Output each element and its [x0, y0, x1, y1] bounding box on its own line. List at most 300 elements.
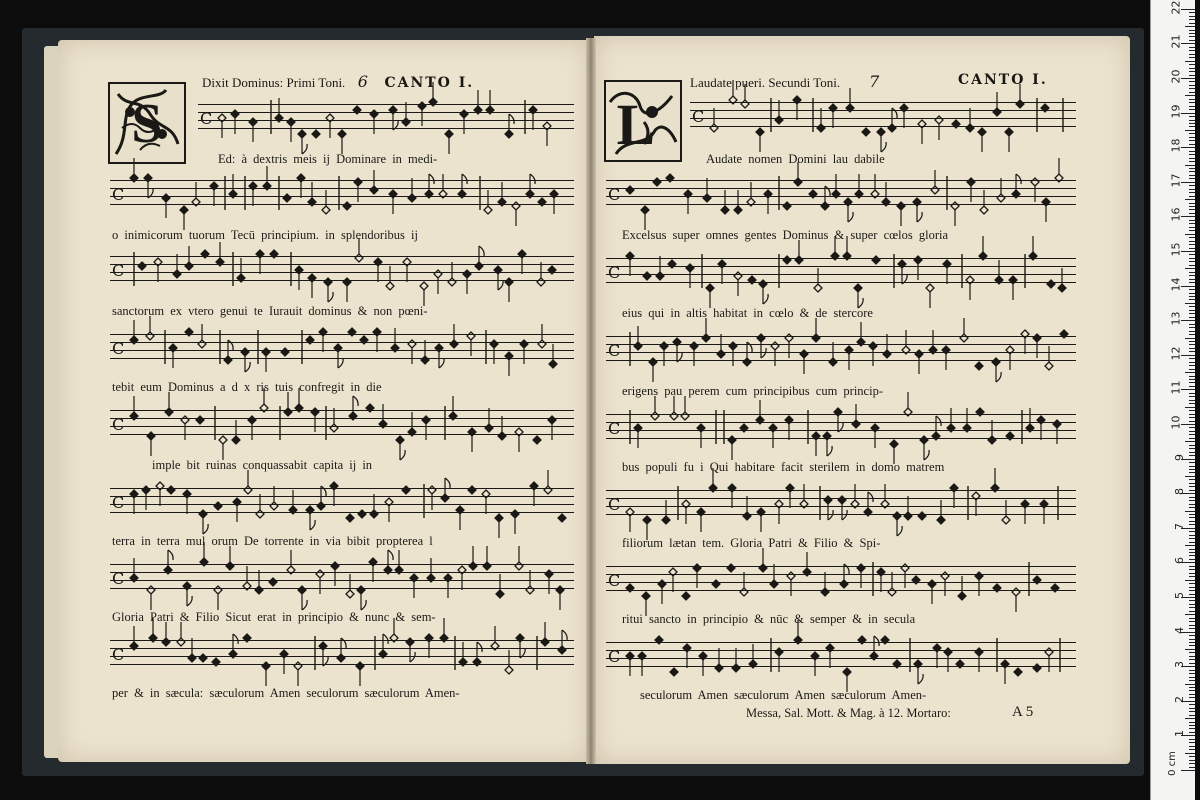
ruler-tick — [1189, 310, 1195, 311]
ruler-tick — [1189, 486, 1195, 487]
note-head — [634, 342, 642, 350]
note-head — [634, 424, 642, 432]
note-head — [845, 346, 853, 354]
ruler-tick — [1189, 431, 1195, 432]
note-head — [420, 282, 428, 290]
note-head — [1045, 362, 1053, 370]
ruler-tick — [1185, 234, 1195, 235]
right-lyric-3: eius qui in altis habitat in cœlo & de stercore — [622, 306, 873, 320]
initial-s-glyph: S — [131, 93, 163, 155]
note-head — [997, 194, 1005, 202]
note-head — [1001, 660, 1009, 668]
clef-sign: C — [112, 415, 125, 434]
ruler-tick — [1189, 33, 1195, 34]
ruler-tick — [1189, 275, 1195, 276]
note-head — [450, 340, 458, 348]
clef-sign: C — [608, 263, 621, 282]
note-head — [914, 256, 922, 264]
note-head — [718, 260, 726, 268]
note-head — [897, 202, 905, 210]
note-head — [749, 660, 757, 668]
note-head — [800, 350, 808, 358]
ruler-label: 16 — [1169, 207, 1183, 222]
note-flag — [562, 630, 567, 640]
clef-sign: C — [112, 339, 125, 358]
note-head — [699, 652, 707, 660]
left-staff-1 — [198, 100, 574, 134]
note-head — [794, 636, 802, 644]
note-head — [391, 344, 399, 352]
ruler-label: 17 — [1169, 173, 1183, 188]
note-head — [966, 124, 974, 132]
note-head — [529, 106, 537, 114]
note-head — [881, 500, 889, 508]
ruler-tick — [1189, 576, 1195, 577]
note-head — [138, 262, 146, 270]
note-head — [308, 198, 316, 206]
note-head — [1045, 648, 1053, 656]
note-head — [469, 562, 477, 570]
ruler-tick — [1185, 95, 1195, 96]
note-flag — [228, 340, 233, 350]
ruler-tick — [1189, 555, 1195, 556]
note-head — [185, 328, 193, 336]
note-head — [468, 486, 476, 494]
note-head — [199, 510, 207, 518]
note-head — [165, 408, 173, 416]
note-head — [354, 178, 362, 186]
note-head — [950, 484, 958, 492]
note-head — [495, 514, 503, 522]
ruler-tick — [1189, 258, 1195, 259]
ruler-tick — [1189, 452, 1195, 453]
note-head — [1006, 432, 1014, 440]
note-head — [173, 270, 181, 278]
note-head — [146, 332, 154, 340]
note-head — [185, 262, 193, 270]
ruler-tick — [1189, 209, 1195, 210]
note-head — [379, 650, 387, 658]
note-head — [728, 436, 736, 444]
ruler-label: 5 — [1173, 592, 1186, 599]
note-head — [732, 664, 740, 672]
note-head — [980, 206, 988, 214]
clef-sign: C — [112, 261, 125, 280]
clef-sign: C — [608, 185, 621, 204]
note-head — [441, 494, 449, 502]
ruler-tick — [1189, 75, 1195, 76]
note-head — [1033, 576, 1041, 584]
note-head — [668, 260, 676, 268]
note-head — [717, 350, 725, 358]
note-head — [355, 254, 363, 262]
note-head — [322, 206, 330, 214]
ruler-tick — [1189, 293, 1195, 294]
note-flag — [828, 510, 833, 520]
ruler-tick — [1189, 656, 1195, 657]
note-head — [882, 198, 890, 206]
ruler-tick — [1189, 92, 1195, 93]
ruler-label: 4 — [1173, 626, 1186, 634]
note-head — [541, 638, 549, 646]
note-head — [769, 424, 777, 432]
note-head — [1058, 284, 1066, 292]
right-lyric-6: filiorum lætan tem. Gloria Patri & Filio & Spi- — [622, 536, 881, 550]
note-head — [1002, 516, 1010, 524]
ruler-tick — [1189, 611, 1195, 612]
left-staff-3 — [110, 252, 574, 286]
note-head — [389, 106, 397, 114]
ruler-tick — [1189, 151, 1195, 152]
clef-sign: C — [200, 109, 213, 128]
note-head — [943, 260, 951, 268]
note-head — [857, 338, 865, 346]
note-head — [379, 420, 387, 428]
right-lyric-4: erigens pau perem cum principibus cum princip- — [622, 384, 883, 398]
note-head — [832, 190, 840, 198]
ruler-tick — [1189, 514, 1195, 515]
note-head — [294, 662, 302, 670]
ruler-tick — [1189, 756, 1195, 757]
note-head — [199, 654, 207, 662]
ruler-tick — [1189, 296, 1195, 297]
ruler-tick — [1189, 306, 1195, 307]
ruler-tick — [1189, 272, 1195, 273]
ruler-tick — [1189, 241, 1195, 242]
ruler-tick — [1185, 718, 1195, 719]
note-head — [854, 284, 862, 292]
note-flag — [761, 348, 766, 358]
note-head — [978, 128, 986, 136]
ruler-tick — [1189, 628, 1195, 629]
note-head — [330, 482, 338, 490]
note-head — [872, 256, 880, 264]
note-head — [756, 416, 764, 424]
ruler-label: 11 — [1169, 380, 1183, 395]
clef-sign: C — [608, 647, 621, 666]
right-staff-4 — [606, 332, 1076, 366]
note-head — [823, 432, 831, 440]
ruler-tick — [1189, 607, 1195, 608]
ruler-tick — [1189, 725, 1195, 726]
note-head — [298, 586, 306, 594]
ruler-label: 12 — [1169, 346, 1183, 361]
note-head — [702, 334, 710, 342]
note-head — [712, 580, 720, 588]
ruler-tick — [1189, 244, 1195, 245]
note-flag — [677, 352, 682, 362]
note-head — [287, 118, 295, 126]
right-footer-note: Messa, Sal. Mott. & Mag. à 12. Mortaro: — [746, 706, 951, 720]
ruler-tick — [1189, 71, 1195, 72]
note-flag — [341, 638, 346, 648]
note-head — [877, 128, 885, 136]
note-head — [130, 490, 138, 498]
note-head — [972, 492, 980, 500]
note-head — [829, 358, 837, 366]
note-head — [358, 510, 366, 518]
note-head — [1005, 128, 1013, 136]
note-head — [196, 416, 204, 424]
note-head — [275, 114, 283, 122]
note-head — [142, 486, 150, 494]
ruler-tick — [1181, 43, 1195, 44]
ruler-tick — [1189, 362, 1195, 363]
note-head — [979, 252, 987, 260]
note-flag — [827, 446, 832, 456]
note-head — [408, 428, 416, 436]
note-head — [468, 428, 476, 436]
note-head — [1040, 500, 1048, 508]
note-flag — [530, 174, 535, 184]
ruler-label: 13 — [1169, 311, 1183, 326]
note-flag — [393, 120, 398, 130]
note-head — [219, 436, 227, 444]
note-head — [626, 508, 634, 516]
note-head — [741, 100, 749, 108]
note-head — [284, 408, 292, 416]
ruler-tick — [1189, 382, 1195, 383]
note-head — [638, 652, 646, 660]
ruler-tick — [1189, 559, 1195, 560]
note-head — [334, 344, 342, 352]
note-head — [992, 358, 1000, 366]
ruler-tick — [1189, 715, 1195, 716]
note-head — [435, 344, 443, 352]
note-head — [214, 502, 222, 510]
note-flag — [323, 656, 328, 666]
note-head — [346, 590, 354, 598]
ruler-tick — [1189, 50, 1195, 51]
note-head — [626, 584, 634, 592]
note-head — [390, 634, 398, 642]
ruler-tick — [1189, 507, 1195, 508]
note-head — [747, 198, 755, 206]
note-head — [743, 358, 751, 366]
ruler-tick — [1189, 670, 1195, 671]
note-head — [991, 484, 999, 492]
note-head — [655, 636, 663, 644]
note-head — [474, 106, 482, 114]
note-head — [490, 340, 498, 348]
note-head — [538, 198, 546, 206]
note-head — [343, 278, 351, 286]
note-flag — [245, 362, 250, 372]
note-head — [498, 198, 506, 206]
note-head — [183, 490, 191, 498]
note-head — [944, 648, 952, 656]
ruler-tick — [1189, 279, 1195, 280]
ruler-tick — [1189, 324, 1195, 325]
note-head — [428, 486, 436, 494]
ruler-tick — [1189, 158, 1195, 159]
ruler-tick — [1189, 448, 1195, 449]
ruler-tick — [1189, 569, 1195, 570]
ruler-tick — [1189, 230, 1195, 231]
note-head — [260, 404, 268, 412]
ruler-tick — [1189, 587, 1195, 588]
note-flag — [848, 212, 853, 222]
note-head — [952, 120, 960, 128]
ruler-tick — [1189, 171, 1195, 172]
note-flag — [892, 108, 897, 118]
note-head — [881, 636, 889, 644]
right-part-name: CANTO I. — [958, 72, 1048, 88]
note-head — [995, 276, 1003, 284]
note-head — [262, 662, 270, 670]
ruler-tick — [1189, 133, 1195, 134]
ruler-tick — [1189, 542, 1195, 543]
note-head — [169, 344, 177, 352]
note-head — [130, 174, 138, 182]
note-head — [229, 190, 237, 198]
ruler-tick — [1185, 649, 1195, 650]
right-lyric-8: seculorum Amen sæculorum Amen sæculorum Amen- — [640, 688, 927, 702]
note-head — [643, 272, 651, 280]
note-head — [914, 660, 922, 668]
note-flag — [498, 280, 503, 290]
ruler-tick — [1185, 545, 1195, 546]
note-head — [697, 424, 705, 432]
note-head — [811, 652, 819, 660]
note-head — [548, 266, 556, 274]
note-flag — [520, 648, 525, 658]
note-head — [475, 262, 483, 270]
note-head — [543, 122, 551, 130]
note-flag — [918, 674, 923, 684]
ruler-tick — [1181, 286, 1195, 287]
note-head — [348, 328, 356, 336]
note-head — [418, 102, 426, 110]
ruler-tick — [1189, 175, 1195, 176]
note-head — [641, 206, 649, 214]
ruler-tick — [1189, 524, 1195, 525]
ruler-tick — [1189, 351, 1195, 352]
ruler-tick — [1189, 161, 1195, 162]
ruler-tick — [1189, 192, 1195, 193]
ruler-tick — [1185, 338, 1195, 339]
ruler-tick — [1189, 237, 1195, 238]
note-head — [821, 202, 829, 210]
ruler-tick — [1181, 216, 1195, 217]
note-head — [670, 668, 678, 676]
note-head — [1009, 276, 1017, 284]
ruler-tick — [1189, 189, 1195, 190]
note-flag — [844, 564, 849, 574]
left-lyric-4: tebit eum Dominus a d x ris tuis confregit in die — [112, 380, 382, 394]
note-head — [459, 658, 467, 666]
ruler-tick — [1189, 521, 1195, 522]
ruler-tick — [1189, 472, 1195, 473]
note-head — [942, 346, 950, 354]
note-head — [888, 588, 896, 596]
note-head — [483, 562, 491, 570]
ruler-tick — [1189, 728, 1195, 729]
right-staff-6 — [606, 486, 1076, 520]
note-head — [643, 516, 651, 524]
ruler-tick — [1181, 78, 1195, 79]
note-head — [289, 506, 297, 514]
note-head — [1051, 584, 1059, 592]
ruler-tick — [1189, 47, 1195, 48]
ruler-tick — [1189, 57, 1195, 58]
left-lyric-1: Ed: à dextris meis ij Dominare in medi- — [218, 152, 438, 166]
ruler-tick — [1189, 379, 1195, 380]
note-head — [920, 436, 928, 444]
note-head — [937, 516, 945, 524]
ruler-tick — [1189, 254, 1195, 255]
clef-sign: C — [608, 341, 621, 360]
note-head — [653, 178, 661, 186]
note-head — [349, 412, 357, 420]
note-head — [456, 506, 464, 514]
note-head — [200, 558, 208, 566]
ruler-tick — [1189, 635, 1195, 636]
note-head — [149, 634, 157, 642]
ruler-tick — [1189, 203, 1195, 204]
note-head — [966, 276, 974, 284]
note-head — [558, 514, 566, 522]
note-head — [764, 190, 772, 198]
ruler-label: 7 — [1173, 522, 1186, 530]
note-head — [993, 108, 1001, 116]
note-head — [198, 340, 206, 348]
ruler-tick — [1189, 414, 1195, 415]
ruler-label: 8 — [1173, 488, 1186, 496]
note-head — [1029, 252, 1037, 260]
right-lyric-5: bus populi fu i Qui habitare facit sterilem in domo matrem — [622, 460, 945, 474]
note-flag — [410, 652, 415, 662]
ruler-tick — [1185, 61, 1195, 62]
note-head — [218, 114, 226, 122]
clef-sign: C — [112, 493, 125, 512]
book-spine — [586, 38, 596, 764]
note-head — [306, 506, 314, 514]
note-head — [263, 182, 271, 190]
ruler-tick — [1189, 220, 1195, 221]
ruler-tick — [1185, 614, 1195, 615]
ruler-tick — [1189, 140, 1195, 141]
ruler-tick — [1189, 566, 1195, 567]
note-flag — [310, 520, 315, 530]
note-head — [740, 588, 748, 596]
ruler-tick — [1189, 88, 1195, 89]
note-head — [660, 342, 668, 350]
note-head — [976, 408, 984, 416]
ruler-tick — [1189, 466, 1195, 467]
ruler-label: 10 — [1169, 415, 1183, 430]
note-head — [812, 334, 820, 342]
note-head — [545, 570, 553, 578]
left-page-number: 6 — [357, 72, 368, 91]
note-head — [269, 578, 277, 586]
note-head — [734, 272, 742, 280]
left-staff-4 — [110, 330, 574, 364]
ruler-tick — [1181, 251, 1195, 252]
note-head — [505, 278, 513, 286]
note-head — [988, 436, 996, 444]
note-head — [703, 194, 711, 202]
ruler-tick — [1189, 708, 1195, 709]
note-head — [526, 586, 534, 594]
note-head — [697, 508, 705, 516]
note-head — [505, 130, 513, 138]
ruler-tick — [1189, 421, 1195, 422]
ruler-tick — [1189, 289, 1195, 290]
ruler-tick — [1181, 113, 1195, 114]
note-head — [1016, 100, 1024, 108]
note-head — [317, 502, 325, 510]
